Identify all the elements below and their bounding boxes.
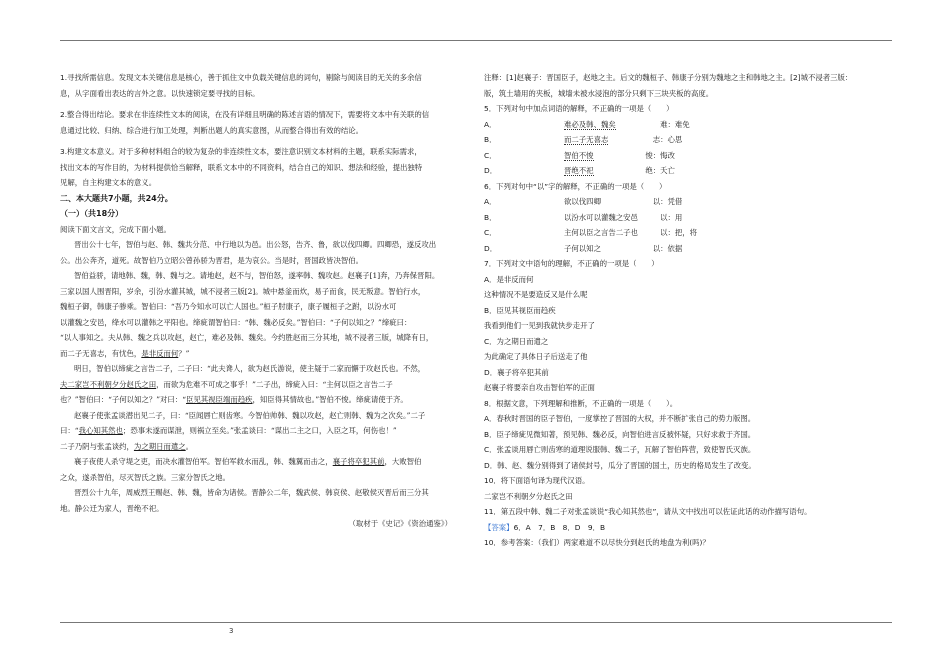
question-7-translation: 我看到他们一见到我就快步走开了: [484, 321, 595, 330]
passage-line: 公。出公奔齐，道死。故智伯乃立昭公曾孙骄为晋君，是为哀公。当是时，晋国政皆决智伯。: [60, 255, 364, 265]
left-column: [60, 70, 472, 532]
underlined-sentence: 夫二家岂不利朝夕分赵氏之田: [60, 379, 157, 389]
top-rule: [60, 40, 892, 41]
passage-line: 智伯益骄，请地韩、魏，韩、魏与之。请地赵，赵不与，智伯怒，遂率韩、魏攻赵。赵襄子[1]奔，乃奔保晋阳。: [74, 271, 440, 280]
question-7-option: A．是非反而何: [484, 274, 534, 284]
method-para-3: 3.构建文本意义。对于多种材料组合的较为复杂的非连续性文本，要注意识别文本材料的主题，联系实际需求，: [60, 147, 422, 156]
passage-line: 而二子无喜志，有忧色，是非反而何？”: [60, 348, 190, 358]
right-column: [484, 70, 896, 551]
passage-line: “以人事知之。夫从韩、魏之兵以攻赵，赵亡，难必及韩、魏矣。今约胜赵而三分其地，城不浸者三版，城降有日，: [60, 333, 434, 342]
question-7-stem: 7．下列对文中语句的理解，不正确的一项是（ ）: [484, 259, 659, 268]
question-8-option: D．韩、赵、魏分别得到了诸侯封号，瓜分了晋国的国土，历史的格局发生了改变。: [484, 460, 756, 470]
passage-line: 魏桓子御，韩康子骖乘。智伯曰：“吾乃今知水可以亡人国也。”桓子肘康子，康子履桓子之跗，以汾水可: [60, 302, 397, 311]
annotation-note: 注释：[1]赵襄子：晋国臣子，赵地之主。后文的魏桓子、韩康子分别为魏地之主和韩地之主。[2]城不浸者三版：: [484, 73, 853, 82]
passage-line: 以灌魏之安邑，绛水可以灌韩之平阳也。缔疵谓智伯曰：“韩、魏必反矣。”智伯曰：“子何以知之？”缔疵曰：: [60, 317, 412, 327]
reading-instruction: 阅读下面文言文，完成下面小题。: [60, 224, 171, 234]
underlined-sentence: 是非反而何: [141, 348, 179, 358]
reference-answer: 10．参考答案：（我们）两家难道不以尽快分到赵氏的地盘为利(吗)？: [484, 538, 710, 547]
question-10-text: 二家岂不利朝夕分赵氏之田: [484, 491, 573, 501]
subsection-title: （一）（共18分）: [60, 209, 124, 218]
question-10-stem: 10．将下面语句译为现代汉语。: [484, 476, 590, 485]
passage-line: 也？”智伯曰：“子何以知之？”对曰：“臣见其视臣端而趋疾，知臣得其情故也。”智伯不悛。缔疵请使于齐。: [60, 395, 408, 404]
method-para-1-cont: 息，从字面看出表达的言外之意。以快速锁定要寻找的目标。: [60, 88, 260, 98]
question-5-option: A． 难必及韩、魏矣 难：难免: [484, 119, 690, 129]
method-para-3-end: 见解，自主构建文本的意义。: [60, 178, 157, 187]
question-7-option: C．为之期日而遣之: [484, 336, 549, 346]
underlined-sentence: 为之期日而遣之: [133, 441, 186, 451]
passage-line: 襄子夜使人杀守堤之吏，而决水灌智伯军。智伯军救水而乱，韩、魏翼而击之，襄子将卒犯其前，大败智伯: [74, 457, 422, 466]
question-7-translation: 为此确定了具体日子后送走了他: [484, 352, 588, 361]
answer-label: 【答案】: [484, 522, 514, 532]
answer-line: 【答案】6．A 7．B 8．D 9．B: [484, 522, 606, 532]
passage-line: 晋烈公十九年，周威烈王赐赵、韩、魏，皆命为诸侯。晋静公二年，魏武侯、韩哀侯、赵敬侯灭晋后而三分其: [74, 488, 429, 497]
passage-line: 二子乃阴与张孟谈约，为之期日而遣之。: [60, 441, 194, 451]
question-5-option: D． 晋绝不祀 绝：夭亡: [484, 166, 675, 175]
question-6-option: A． 欲以伐四卿 以：凭借: [484, 197, 683, 206]
method-para-2-cont: 息通过比较、归纳、综合进行加工处理，判断出题人的真实意图，从而整合得出有效的结论。: [60, 125, 364, 135]
passage-line: 三家以国人围晋阳，岁余，引汾水灌其城，城不浸者三版[2]。城中悬釜而炊，易子而食，民无叛意。智伯行水，: [60, 286, 426, 296]
underlined-sentence: 襄子将卒犯其前: [332, 457, 385, 466]
method-para-3-cont: 找出文本的写作目的，为材料提供恰当解释，联系文本中的不同资料，结合自己的知识、想法和经验，提出独特: [60, 162, 423, 172]
source-citation: （取材于《史记》《资治通鉴》）: [348, 519, 452, 528]
passage-line: 之众，遂杀智伯，尽灭智氏之族。三家分智氏之地。: [60, 472, 230, 482]
underlined-sentence: 臣见其视臣端而趋疾: [185, 395, 253, 404]
question-5-stem: 5．下列对句中加点词语的解释，不正确的一项是（ ）: [484, 104, 674, 113]
section-title: 二、本大题共7小题，共24分。: [60, 193, 173, 203]
passage-line: 地。静公迁为家人，晋绝不祀。: [60, 503, 164, 513]
question-11-stem: 11．第五段中韩、魏二子对张孟谈说“我心知其然也”，请从文中找出可以佐证此话的动作描写语句。: [484, 507, 812, 516]
question-6-option: C． 主何以臣之言告二子也 以：把，将: [484, 228, 698, 237]
passage-line: 明日，智伯以缔疵之言告二子，二子曰：“此夫谗人，欲为赵氏游说，使主疑于二家而懈于攻赵氏也。不然，: [74, 364, 426, 373]
question-7-translation: 这种情况不是要造反又是什么呢: [484, 290, 588, 299]
question-8-option: B．臣子缔疵见微知著，预见韩、魏必反，向智伯进言反被怀疑，只好求救于齐国。: [484, 429, 756, 439]
passage-line: 曰：“我心知其然也；恐事未遂而谋泄，则祸立至矣。”张孟谈曰：“谋出二主之口，入臣之耳，何伤也！”: [60, 426, 397, 435]
question-5-option: B． 而二子无喜志 志：心思: [484, 135, 683, 144]
question-8-option: A．春秋时晋国的臣子智伯，一度掌控了晋国的大权，并不断扩张自己的势力版图。: [484, 414, 756, 423]
passage-line: 晋出公十七年，智伯与赵、韩、魏共分范、中行地以为邑。出公怒，告齐、鲁，欲以伐四卿。四卿恐，遂反攻出: [74, 240, 437, 249]
method-para-1: 1.寻找所需信息。发现文本关键信息是核心，善于抓住文中负载关键信息的词句，剔除与阅读目的无关的多余信: [60, 73, 422, 82]
question-7-translation: 赵襄子将要亲自攻击智伯军的正面: [484, 383, 595, 392]
question-5-option: C． 智伯不悛 悛：悔改: [484, 150, 675, 160]
passage-line: 夫二家岂不利朝夕分赵氏之田，而欲为危难不可成之事乎！”二子出，缔疵入曰：“主何以臣之言告二子: [60, 379, 393, 389]
question-6-option: B． 以汾水可以灌魏之安邑 以：用: [484, 212, 683, 222]
question-8-option: C．张孟谈用唇亡则齿寒的道理说服韩、魏二子，瓦解了智伯阵营，致使智氏灭族。: [484, 445, 756, 454]
bottom-rule: [60, 622, 892, 623]
page-number: 3: [229, 627, 234, 635]
annotation-note-cont: 版，筑土墙用的夹板，城墙未被水浸泡的部分只剩下三块夹板的高度。: [484, 88, 714, 98]
underlined-sentence: 我心知其然也: [78, 426, 123, 435]
question-7-option: B．臣见其视臣而趋疾: [484, 305, 556, 315]
question-8-stem: 8．根据文意，下列理解和推断，不正确的一项是（ ）。: [484, 398, 678, 408]
passage-line: 赵襄子使张孟谈潜出见二子，曰：“臣闻唇亡则齿寒。今智伯帅韩、魏以攻赵，赵亡则韩、魏为之次矣。”二子: [74, 410, 426, 420]
method-para-2: 2.整合得出结论。要求在非连续性文本的阅读，在没有详细且明确的陈述言语的情况下，需要将文本中有关联的信: [60, 110, 430, 119]
question-6-option: D． 子何以知之 以：依据: [484, 243, 683, 253]
question-7-option: D．襄子将卒犯其前: [484, 367, 549, 377]
question-6-stem: 6．下列对句中“以”字的解释，不正确的一项是（ ）: [484, 181, 667, 191]
